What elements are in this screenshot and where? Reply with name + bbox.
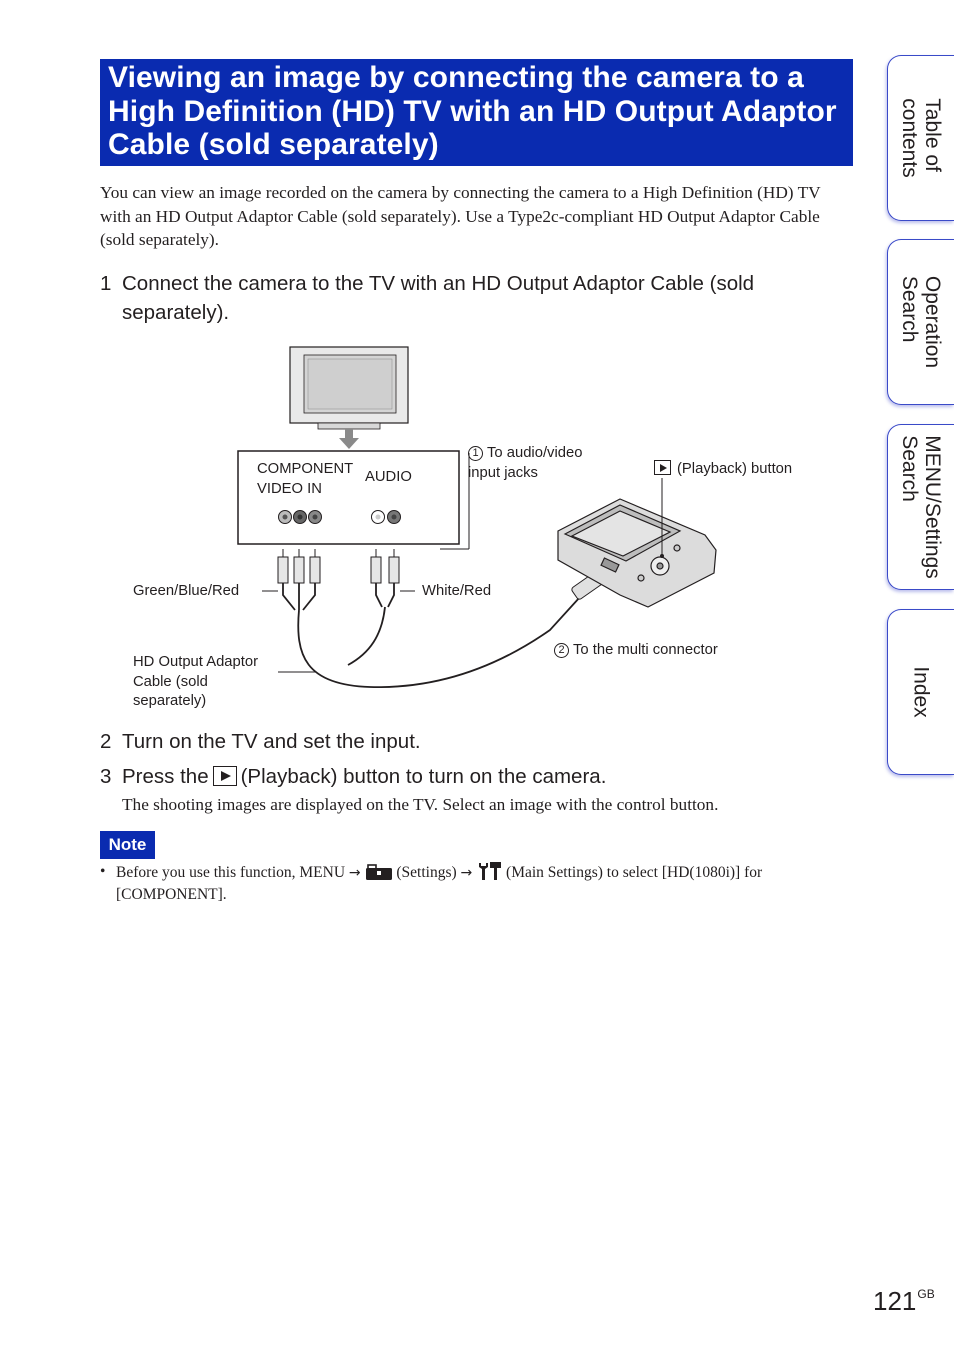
green-blue-red-label: Green/Blue/Red: [133, 583, 240, 599]
step-2: [100, 727, 852, 756]
playback-button-callout: [654, 460, 792, 480]
note-item: [100, 861, 855, 906]
tab-index[interactable]: [887, 609, 954, 775]
audio-plugs: [371, 549, 399, 583]
tab-menu-settings-search[interactable]: [887, 424, 954, 590]
down-arrow: [339, 429, 359, 449]
callout-2-text: To the multi connector: [573, 642, 718, 658]
playback-icon: [654, 460, 671, 475]
cable-label: [133, 653, 258, 712]
step-3-text-before: Press the: [122, 765, 209, 788]
connection-diagram: [120, 335, 840, 720]
wrench-hammer-main-settings-icon: [476, 861, 502, 881]
step-1-number: 1: [100, 272, 112, 295]
tab-label-line1: MENU/Settings: [921, 435, 944, 579]
playback-icon: [213, 766, 237, 786]
note-text: [100, 861, 855, 906]
component-jacks: [279, 511, 322, 524]
title-banner: [100, 59, 853, 166]
white-red-label: White/Red: [422, 583, 492, 599]
step-1-text: Connect the camera to the TV with an HD Output Adaptor Cable (sold separately).: [122, 272, 755, 324]
note-badge: Note: [100, 831, 155, 859]
step-2-number: 2: [100, 730, 112, 753]
callout-1-line2: input jacks: [468, 464, 538, 481]
component-plugs: [278, 549, 320, 583]
step-3-number: 3: [100, 765, 112, 788]
callout-audio-video-jacks: [468, 444, 582, 483]
tab-label-line2: Search: [898, 275, 921, 343]
intro-paragraph: You can view an image recorded on the camera by connecting the camera to a High Definition (HD) TV with an HD Output Adaptor Cable (sold separately). Use a Type2c-compliant HD Output Adaptor Cable (sold separately).: [100, 183, 821, 249]
step-3-subtext: The shooting images are displayed on the TV. Select an image with the control button.: [122, 795, 719, 814]
cable-label-line2: Cable (sold: [133, 673, 208, 690]
playback-button-label: (Playback) button: [677, 461, 793, 477]
tab-label-line2: Search: [898, 435, 921, 502]
arrow-right-icon: →: [348, 865, 361, 881]
tab-operation-search-label: [898, 276, 944, 368]
note-bullet: •: [100, 863, 106, 880]
page-number: [873, 1286, 935, 1317]
tab-label-line1: Operation: [921, 275, 944, 369]
step-3-text: [100, 762, 852, 791]
tab-label-line1: Index: [909, 666, 933, 718]
page-number-value: 121: [873, 1286, 917, 1316]
note-part2: (Settings): [396, 864, 457, 881]
tab-menu-settings-search-label: [898, 435, 944, 579]
callout-multi-connector: [554, 641, 718, 661]
tab-table-of-contents[interactable]: [887, 55, 954, 221]
page-number-suffix: GB: [917, 1287, 935, 1301]
note-part3: (Main Settings) to select [HD(1080i)] for [COMPONENT].: [116, 864, 763, 903]
cable-label-line3: separately): [133, 693, 207, 709]
step-3-text-after: (Playback) button to turn on the camera.: [240, 765, 607, 788]
tab-operation-search[interactable]: [887, 239, 954, 405]
callout-1-line1: To audio/video: [487, 445, 583, 461]
tab-label-line2: contents: [898, 98, 921, 178]
tab-index-label: [910, 666, 933, 717]
tab-label-line1: Table of: [921, 98, 944, 172]
toolbox-settings-icon: [365, 861, 393, 881]
step-2-text: Turn on the TV and set the input.: [122, 730, 421, 753]
cable-label-line1: HD Output Adaptor: [133, 654, 259, 670]
audio-label: AUDIO: [365, 469, 412, 485]
arrow-right-icon: →: [460, 865, 473, 881]
tab-table-of-contents-label: [898, 98, 944, 177]
component-video-label: [257, 460, 353, 499]
callout-2-circle: 2: [554, 643, 569, 658]
page-title: Viewing an image by connecting the camera to a High Definition (HD) TV with an HD Output Adaptor Cable (sold separately): [108, 61, 837, 161]
tv-illustration: [290, 347, 408, 429]
step-3: [100, 762, 852, 791]
step-1: [100, 269, 852, 327]
component-label-line1: COMPONENT: [257, 461, 354, 477]
callout-1-circle: 1: [468, 446, 483, 461]
component-label-line2: VIDEO IN: [257, 480, 322, 497]
note-part1: Before you use this function, MENU: [116, 864, 346, 881]
